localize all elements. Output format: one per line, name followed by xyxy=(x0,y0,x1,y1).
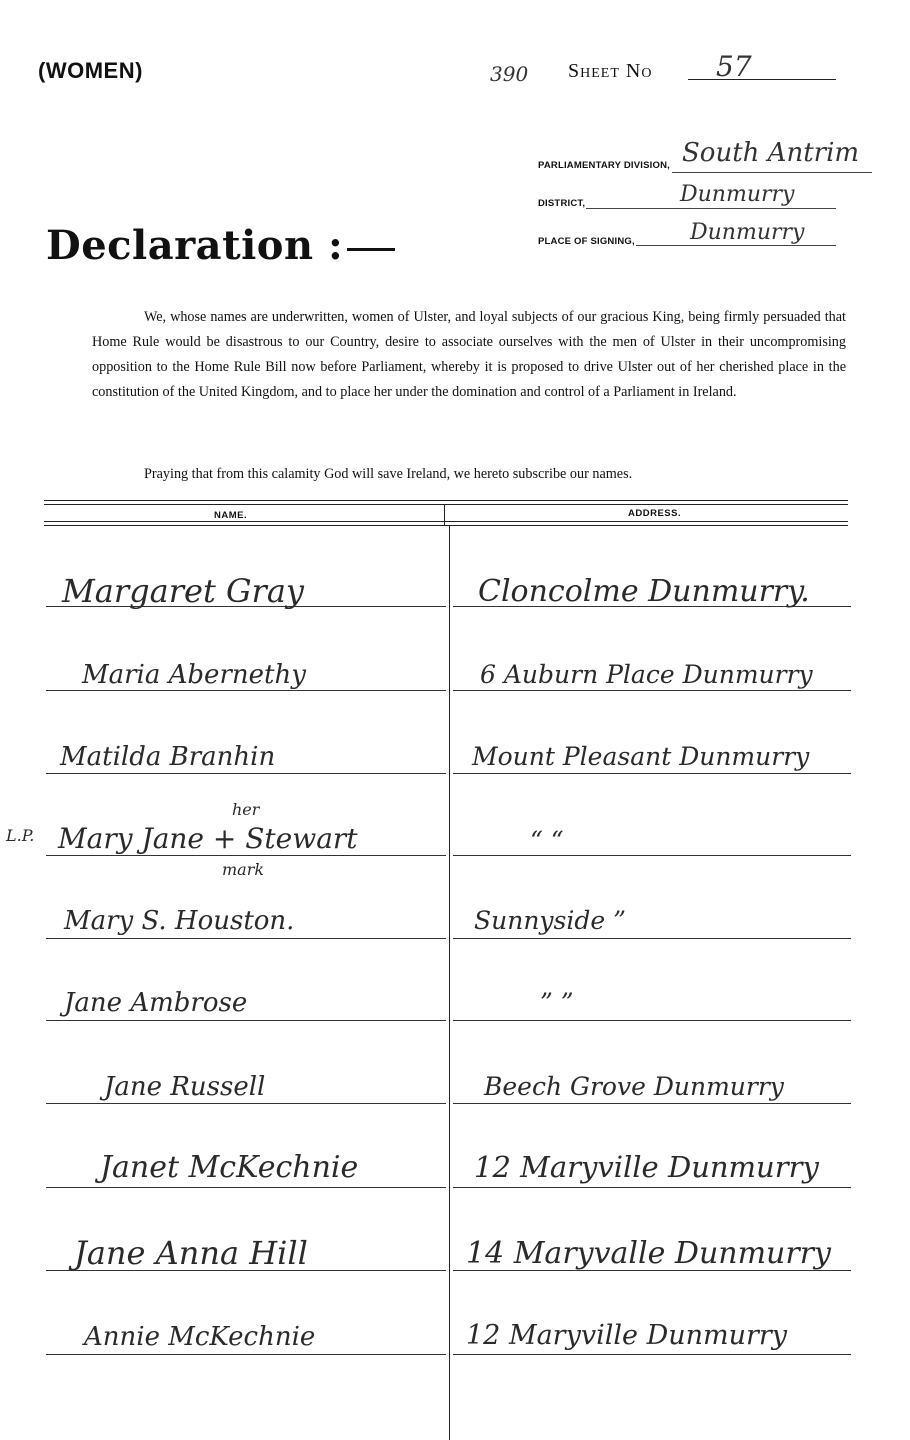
title-dash xyxy=(347,248,395,251)
sheet-number: 57 xyxy=(716,50,752,83)
signer-name: Margaret Gray xyxy=(62,572,304,610)
signer-address: ” ” xyxy=(540,988,574,1017)
signer-address: 14 Maryvalle Dunmurry xyxy=(466,1236,832,1271)
table-header-rule xyxy=(44,521,848,522)
declaration-paragraph: We, whose names are underwritten, women of Ulster, and loyal subjects of our gracious King, being firmly persuaded that Home Rule would be disastrous to our Country, desire to associate ourselves with the men of Ulster in their uncompromising opposition to the Home Rule Bill now before Parliament, whereby it is proposed to drive Ulster out of her cherished place in the constitution of the United Kingdom, and to place her under the domination and control of a Parliament in Ireland. xyxy=(92,309,846,400)
signer-name: Jane Ambrose xyxy=(64,988,248,1018)
row-line xyxy=(453,1354,851,1355)
row-line xyxy=(453,773,851,774)
row-line xyxy=(46,1354,446,1355)
district-value: Dunmurry xyxy=(680,182,795,207)
row-line xyxy=(453,938,851,939)
parliamentary-division-line xyxy=(672,172,872,173)
handwritten-number: 390 xyxy=(490,62,529,86)
row-line xyxy=(453,1020,851,1021)
column-divider xyxy=(449,525,450,1440)
row-line xyxy=(453,1103,851,1104)
mark-note-above: her xyxy=(232,800,260,819)
declaration-title: Declaration : xyxy=(46,222,395,269)
signer-address: Mount Pleasant Dunmurry xyxy=(472,742,810,771)
place-of-signing-label: PLACE OF SIGNING, xyxy=(538,236,635,247)
row-line xyxy=(453,855,851,856)
row-line xyxy=(46,1020,446,1021)
table-top-rule xyxy=(44,500,848,501)
signer-name: Maria Abernethy xyxy=(82,660,306,690)
row-line xyxy=(46,690,446,691)
signer-name: Jane Anna Hill xyxy=(74,1234,308,1272)
signer-name: Mary Jane + Stewart xyxy=(58,822,358,855)
row-line xyxy=(453,690,851,691)
signer-address: Beech Grove Dunmurry xyxy=(484,1072,784,1101)
row-line xyxy=(46,855,446,856)
row-line xyxy=(453,1187,851,1188)
row-line xyxy=(46,938,446,939)
signer-name: Mary S. Houston. xyxy=(64,906,295,936)
place-of-signing-line xyxy=(636,245,836,246)
signer-name: Annie McKechnie xyxy=(84,1322,316,1352)
name-column-header: NAME. xyxy=(214,510,248,521)
signer-address: Sunnyside ” xyxy=(474,906,626,935)
mark-note-below: mark xyxy=(222,860,265,879)
parliamentary-division-value: South Antrim xyxy=(682,138,860,168)
row-line xyxy=(46,1103,446,1104)
signer-address: 12 Maryville Dunmurry xyxy=(474,1150,819,1184)
signer-address: 12 Maryville Dunmurry xyxy=(466,1320,788,1351)
women-label: (WOMEN) xyxy=(38,58,143,83)
row-line xyxy=(46,773,446,774)
signer-address: Cloncolme Dunmurry. xyxy=(478,574,810,609)
prayer-paragraph: Praying that from this calamity God will save Ireland, we hereto subscribe our names. xyxy=(144,466,633,482)
header-column-divider xyxy=(444,505,445,525)
sheet-label: Sheet No xyxy=(568,60,653,82)
signer-prefix: L.P. xyxy=(6,826,35,845)
signer-name: Matilda Branhin xyxy=(60,742,276,772)
row-line xyxy=(46,1187,446,1188)
place-of-signing-value: Dunmurry xyxy=(690,220,805,245)
district-label: DISTRICT, xyxy=(538,198,586,209)
signer-address: “ “ xyxy=(530,826,564,855)
parliamentary-division-label: PARLIAMENTARY DIVISION, xyxy=(538,160,670,171)
signer-address: 6 Auburn Place Dunmurry xyxy=(480,660,813,689)
table-header-rule-2 xyxy=(44,525,848,526)
table-top-rule-2 xyxy=(44,504,848,505)
address-column-header: ADDRESS. xyxy=(628,508,682,519)
district-line xyxy=(586,208,836,209)
sheet-number-line xyxy=(688,79,836,80)
signer-name: Janet McKechnie xyxy=(100,1150,359,1185)
signer-name: Jane Russell xyxy=(104,1072,266,1102)
